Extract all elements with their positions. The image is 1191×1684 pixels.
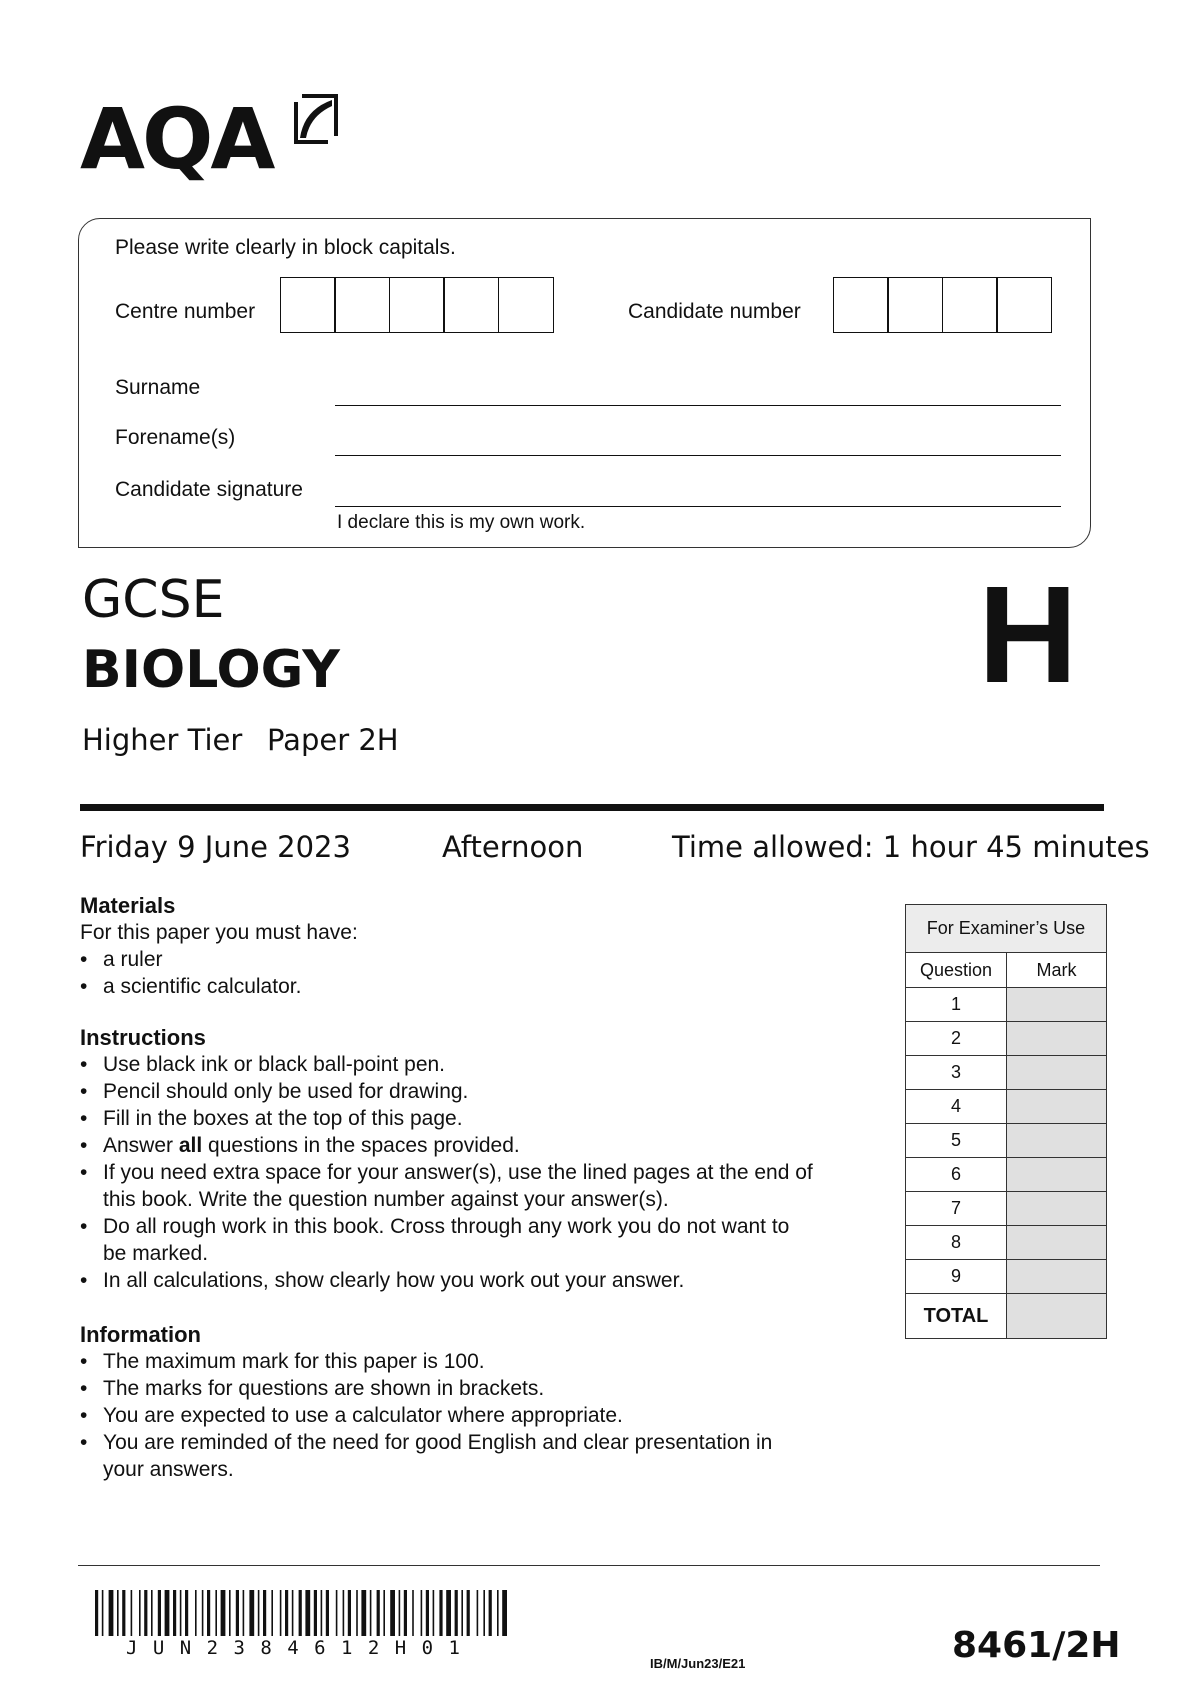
candidate-number-boxes [834, 277, 1052, 333]
paper-label: Paper 2H [267, 723, 399, 757]
barcode [95, 1590, 510, 1636]
surname-line[interactable] [335, 405, 1061, 406]
question-number: 2 [906, 1022, 1007, 1056]
candidate-number-box[interactable] [942, 277, 998, 333]
question-number: 3 [906, 1056, 1007, 1090]
paper-code: 8461/2H [952, 1625, 1121, 1666]
mark-cell [1007, 1192, 1107, 1226]
question-number: 4 [906, 1090, 1007, 1124]
tier-label: Higher Tier [82, 723, 243, 757]
qualification-title: GCSE [82, 570, 225, 630]
logo-text: AQA [80, 90, 273, 188]
candidate-details-box [78, 218, 1091, 548]
mark-cell [1007, 1022, 1107, 1056]
declaration-text: I declare this is my own work. [337, 512, 586, 533]
centre-number-box[interactable] [498, 277, 554, 333]
title-rule [80, 804, 1104, 811]
materials-item: • a scientific calculator. [80, 973, 880, 1000]
information-section [80, 1322, 860, 1483]
centre-number-label: Centre number [115, 300, 256, 323]
instruction-item-answer-all [80, 1132, 860, 1159]
question-number: 9 [906, 1260, 1007, 1294]
instruction-item: • If you need extra space for your answer(s), use the lined pages at the end of this book. Write the question number against your answer(s). [80, 1159, 848, 1213]
centre-number-box[interactable] [443, 277, 499, 333]
total-label: TOTAL [906, 1294, 1007, 1339]
instruction-item: • Use black ink or black ball-point pen. [80, 1051, 860, 1078]
forename-label: Forename(s) [115, 426, 236, 449]
centre-number-box[interactable] [280, 277, 336, 333]
signature-label: Candidate signature [115, 478, 303, 501]
question-number: 5 [906, 1124, 1007, 1158]
examiner-table-heading: For Examiner’s Use [906, 905, 1107, 953]
mark-cell [1007, 1260, 1107, 1294]
candidate-number-label: Candidate number [628, 300, 801, 323]
aqa-logo [80, 92, 340, 187]
mark-cell [1007, 988, 1107, 1022]
materials-heading: Materials [80, 893, 176, 918]
question-number: 8 [906, 1226, 1007, 1260]
answer-all-bold: all [178, 1134, 203, 1157]
subject-title: BIOLOGY [82, 640, 340, 700]
mark-column-header: Mark [1007, 953, 1107, 988]
candidate-number-box[interactable] [887, 277, 943, 333]
centre-number-box[interactable] [389, 277, 445, 333]
mark-cell [1007, 1056, 1107, 1090]
forename-line[interactable] [335, 455, 1061, 456]
question-column-header: Question [906, 953, 1007, 988]
mark-cell [1007, 1158, 1107, 1192]
block-capitals-instruction: Please write clearly in block capitals. [115, 236, 456, 259]
instruction-item: • Do all rough work in this book. Cross through any work you do not want to be marked. [80, 1213, 803, 1267]
logo-mark-icon [280, 92, 340, 152]
information-item: • The marks for questions are shown in brackets. [80, 1375, 860, 1402]
candidate-number-box[interactable] [833, 277, 889, 333]
mark-cell [1007, 1124, 1107, 1158]
centre-number-box[interactable] [334, 277, 390, 333]
question-number: 6 [906, 1158, 1007, 1192]
exam-session: Afternoon [442, 830, 584, 864]
information-item: • You are reminded of the need for good English and clear presentation in your answers. [80, 1429, 803, 1483]
candidate-number-box[interactable] [996, 277, 1052, 333]
question-number: 1 [906, 988, 1007, 1022]
instruction-item: • In all calculations, show clearly how you work out your answer. [80, 1267, 860, 1294]
document-code: IB/M/Jun23/E21 [650, 1656, 746, 1671]
materials-intro: For this paper you must have: [80, 921, 358, 944]
exam-date: Friday 9 June 2023 [80, 830, 351, 864]
answer-all-after: questions in the spaces provided. [202, 1134, 520, 1157]
instructions-section [80, 1025, 860, 1294]
total-mark-cell [1007, 1294, 1107, 1339]
barcode-text: J U N 2 3 8 4 6 1 2 H 0 1 [126, 1637, 462, 1659]
surname-label: Surname [115, 376, 201, 399]
information-item: • The maximum mark for this paper is 100. [80, 1348, 860, 1375]
mark-cell [1007, 1090, 1107, 1124]
signature-line[interactable] [335, 506, 1061, 507]
tier-letter: H [978, 558, 1078, 712]
answer-all-before: Answer [103, 1134, 179, 1157]
information-heading: Information [80, 1322, 201, 1347]
instruction-item: • Fill in the boxes at the top of this page. [80, 1105, 860, 1132]
materials-item: • a ruler [80, 946, 880, 973]
instructions-heading: Instructions [80, 1025, 206, 1050]
materials-section [80, 893, 880, 1000]
footer-rule [78, 1565, 1100, 1566]
time-allowed: Time allowed: 1 hour 45 minutes [672, 830, 1150, 864]
mark-cell [1007, 1226, 1107, 1260]
centre-number-boxes [281, 277, 554, 333]
examiner-use-table [905, 904, 1107, 1339]
information-item: • You are expected to use a calculator where appropriate. [80, 1402, 860, 1429]
instruction-item: • Pencil should only be used for drawing. [80, 1078, 860, 1105]
question-number: 7 [906, 1192, 1007, 1226]
